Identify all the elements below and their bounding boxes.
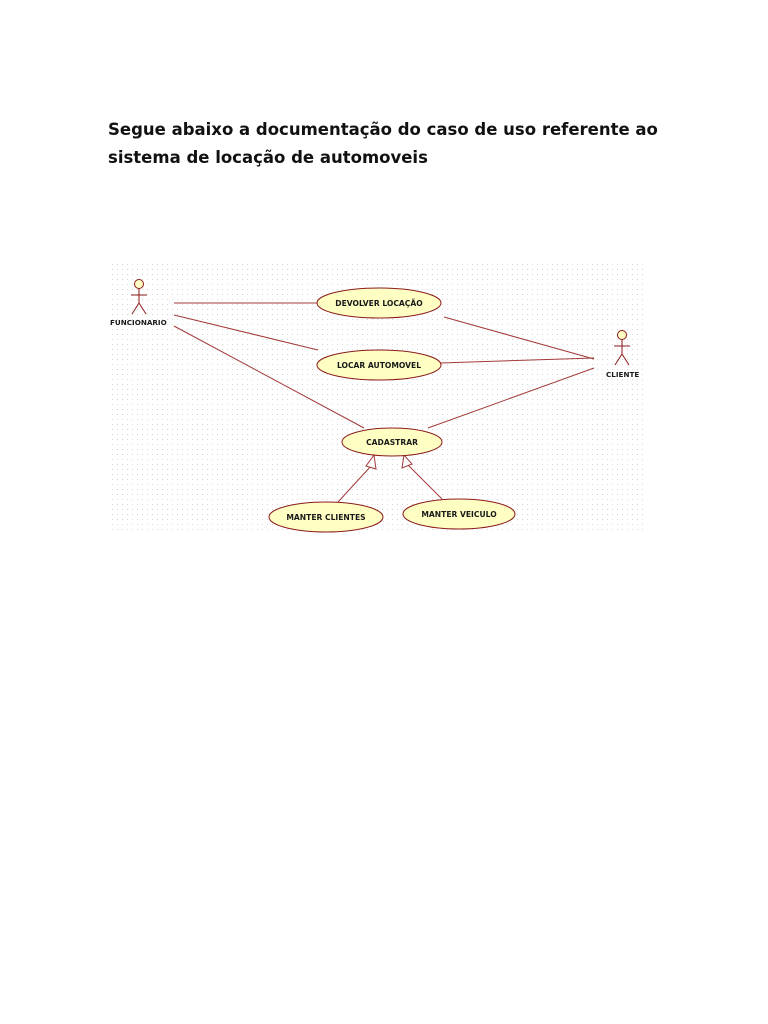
heading-line-2: sistema de locação de automoveis (108, 148, 428, 167)
document-heading (108, 116, 668, 172)
actor-cliente-label: CLIENTE (606, 370, 640, 379)
use-case-locar-label: LOCAR AUTOMOVEL (336, 361, 422, 370)
use-case-locar-automovel (317, 350, 441, 380)
use-case-cadastrar (342, 428, 442, 456)
use-case-devolver-locacao (317, 288, 441, 318)
use-case-manter-clientes (269, 502, 383, 532)
use-case-manter-clientes-label: MANTER CLIENTES (286, 513, 366, 522)
actor-funcionario-head (135, 280, 144, 289)
use-case-diagram (110, 262, 646, 534)
use-case-manter-veiculo-label: MANTER VEICULO (421, 510, 497, 519)
actor-funcionario-label: FUNCIONARIO (110, 318, 167, 327)
actor-cliente-head (618, 331, 627, 340)
use-case-manter-veiculo (403, 499, 515, 529)
heading-line-1: Segue abaixo a documentação do caso de uso referente ao (108, 120, 658, 139)
use-case-cadastrar-label: CADASTRAR (366, 438, 418, 447)
use-case-devolver-label: DEVOLVER LOCAÇÃO (335, 299, 423, 308)
